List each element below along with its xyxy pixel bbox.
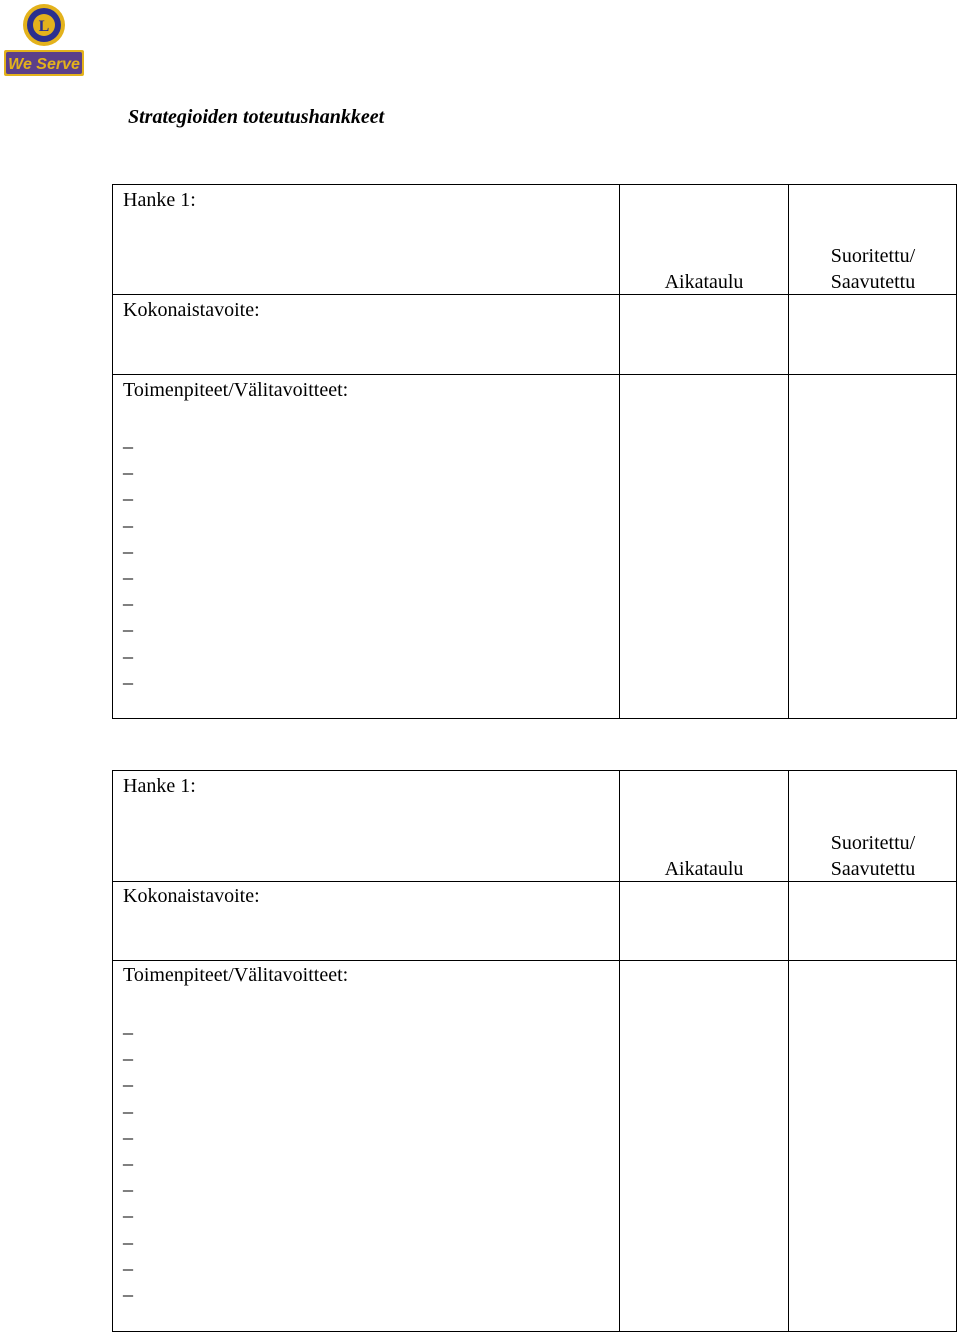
- svg-text:We Serve: We Serve: [8, 56, 80, 73]
- row-divider: [113, 374, 956, 375]
- actions-label: Toimenpiteet/Välitavoitteet:: [123, 379, 349, 401]
- project-label: Hanke 1:: [123, 189, 196, 211]
- status-header-line2: Saavutettu: [830, 858, 916, 880]
- project-label: Hanke 1:: [123, 775, 196, 797]
- action-item: _: [123, 1276, 133, 1299]
- document-title: Strategioiden toteutushankkeet: [128, 106, 385, 128]
- action-item: _: [123, 1015, 133, 1037]
- schedule-header: [620, 269, 788, 295]
- actions-label: Toimenpiteet/Välitavoitteet:: [123, 964, 349, 986]
- action-item: _: [123, 612, 133, 635]
- status-header: [789, 243, 957, 295]
- action-item: _: [123, 1067, 133, 1090]
- action-item: _: [123, 1172, 133, 1195]
- action-item: _: [123, 586, 133, 609]
- action-item: _: [123, 455, 133, 478]
- status-header: [789, 830, 957, 882]
- schedule-header-text: Aikataulu: [664, 271, 744, 293]
- action-items-list: [123, 1013, 133, 1301]
- svg-text:L: L: [38, 18, 50, 35]
- action-item: _: [123, 1041, 133, 1064]
- action-item: _: [123, 1198, 133, 1221]
- action-item: _: [123, 638, 133, 661]
- action-item: _: [123, 1224, 133, 1247]
- schedule-header-text: Aikataulu: [664, 858, 744, 880]
- goal-label: Kokonaistavoite:: [123, 885, 260, 907]
- lions-logo: [2, 2, 86, 78]
- action-item: _: [123, 664, 133, 687]
- action-item: _: [123, 533, 133, 556]
- status-header-line1: Suoritettu/: [830, 832, 916, 854]
- action-item: _: [123, 429, 133, 451]
- action-item: _: [123, 1093, 133, 1116]
- action-item: _: [123, 481, 133, 504]
- action-item: _: [123, 1119, 133, 1142]
- goal-label: Kokonaistavoite:: [123, 299, 260, 321]
- status-header-line1: Suoritettu/: [830, 245, 916, 267]
- action-item: _: [123, 559, 133, 582]
- row-divider: [113, 960, 956, 961]
- action-item: _: [123, 1250, 133, 1273]
- column-divider: [619, 771, 620, 1331]
- schedule-header: [620, 856, 788, 882]
- status-header-line2: Saavutettu: [830, 271, 916, 293]
- lions-emblem-icon: [2, 2, 86, 78]
- action-item: _: [123, 1145, 133, 1168]
- action-items-list: [123, 427, 133, 689]
- project-table: [112, 770, 957, 1332]
- action-item: _: [123, 507, 133, 530]
- column-divider: [619, 185, 620, 718]
- project-table: [112, 184, 957, 719]
